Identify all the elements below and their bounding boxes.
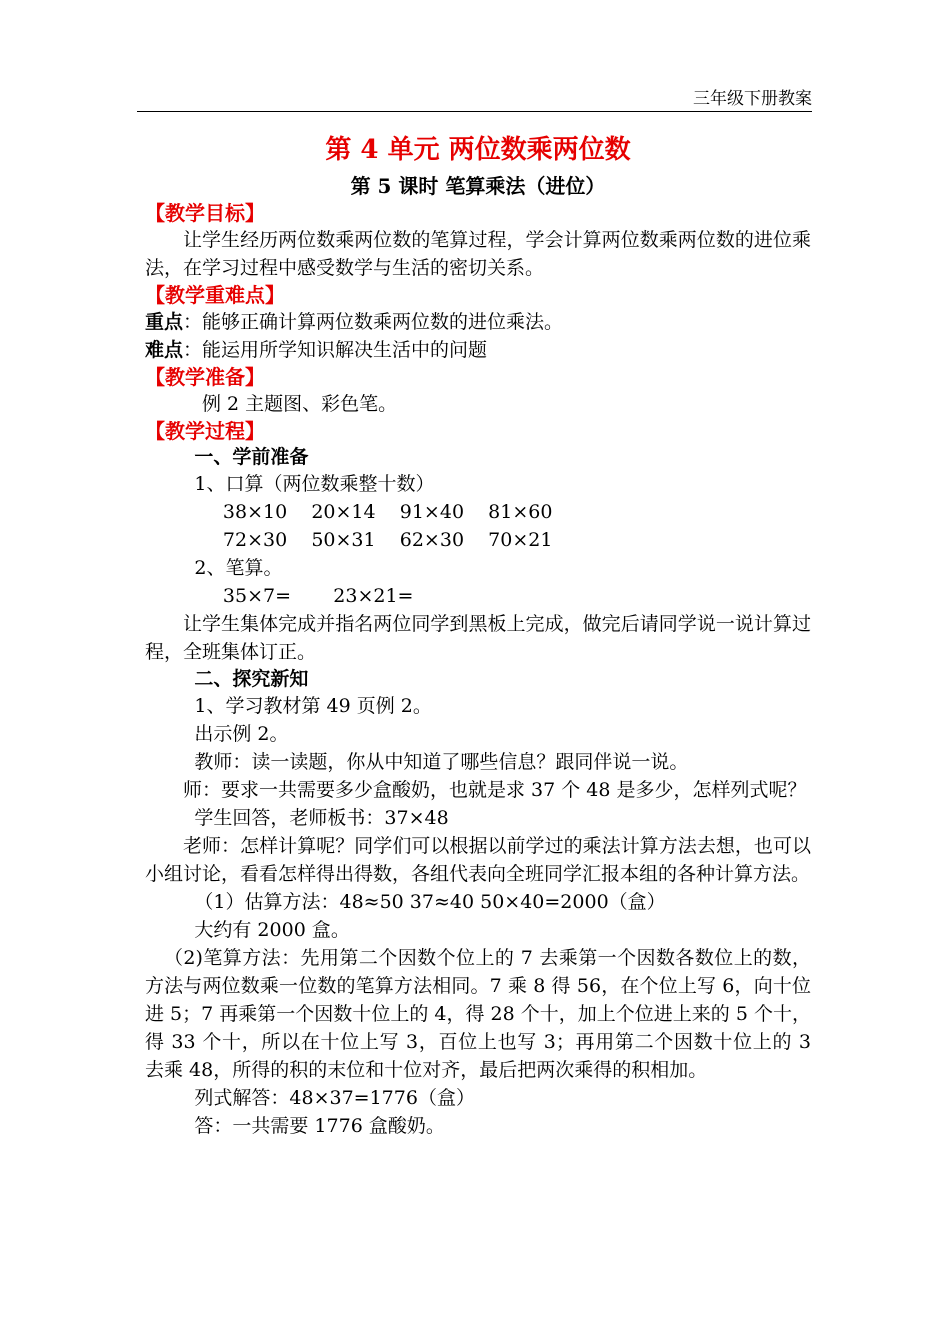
- part2-title: 二、探究新知: [194, 668, 309, 690]
- focus-label: 重点: [145, 311, 184, 333]
- part2-line1: 1、学习教材第 49 页例 2。: [194, 695, 432, 717]
- calc-row-2: 72×30 50×31 62×30 70×21: [222, 529, 553, 551]
- calc-row-1: 38×10 20×14 91×40 81×60: [222, 501, 553, 523]
- preparation-heading: 【教学准备】: [145, 365, 265, 389]
- difficulty-text: ：能运用所学知识解决生活中的问题: [183, 339, 488, 361]
- part2-line7: （1）估算方法：48≈50 37≈40 50×40=2000（盒）: [194, 891, 666, 913]
- focus-text: ：能够正确计算两位数乘两位数的进位乘法。: [183, 311, 564, 333]
- part2-line9: （2)笔算方法：先用第二个因数个位上的 7 去乘第一个因数各数位上的数，方法与两位数乘一位数的笔算方法相同。7 乘 8 得 56，在个位上写 6，向十位进 5；7 再乘第一个因数十位上的 4，得 28 个十，加上个位进上来的 5 个十，得 33 个十，所以在十位上写 3，百位上也写 3；再用第二个因数十位上的 3 去乘 48，所得的积的末位和十位对齐，最后把两次乘得的积相加。: [145, 947, 811, 1081]
- focus-line: [145, 308, 811, 336]
- part1-title: 一、学前准备: [194, 446, 309, 468]
- part2-line2: 出示例 2。: [194, 723, 289, 745]
- unit-title: 第 4 单元 两位数乘两位数: [325, 135, 631, 165]
- objectives-text: 让学生经历两位数乘两位数的笔算过程，学会计算两位数乘两位数的进位乘法，在学习过程中感受数学与生活的密切关系。: [145, 229, 811, 279]
- difficulty-line: [145, 336, 811, 364]
- process-heading: 【教学过程】: [145, 419, 265, 443]
- preparation-text: 例 2 主题图、彩色笔。: [202, 393, 398, 415]
- part2-line6: 老师：怎样计算呢？同学们可以根据以前学过的乘法计算方法去想，也可以小组讨论，看看怎样得出得数，各组代表向全班同学汇报本组的各种计算方法。: [145, 835, 811, 885]
- part2-line8: 大约有 2000 盒。: [194, 919, 350, 941]
- part2-line3: 教师：读一读题，你从中知道了哪些信息？跟同伴说一说。: [194, 751, 689, 773]
- part2-line11: 答：一共需要 1776 盒酸奶。: [194, 1115, 445, 1137]
- difficulty-label: 难点: [145, 339, 184, 361]
- part2-line5: 学生回答，老师板书：37×48: [194, 807, 449, 829]
- part1-item2: 2、笔算。: [194, 557, 283, 579]
- header-divider: [137, 111, 812, 112]
- part2-line10: 列式解答：48×37=1776（盒）: [194, 1087, 475, 1109]
- part2-line4: 师：要求一共需要多少盒酸奶，也就是求 37 个 48 是多少，怎样列式呢？: [183, 779, 807, 801]
- lesson-subtitle: 第 5 课时 笔算乘法（进位）: [350, 174, 606, 198]
- key-points-heading: 【教学重难点】: [145, 283, 285, 307]
- lesson-content: [145, 131, 811, 1140]
- part1-item1: 1、口算（两位数乘整十数）: [194, 473, 435, 495]
- header-text: 三年级下册教案: [693, 89, 812, 109]
- objectives-heading: 【教学目标】: [145, 201, 265, 225]
- part1-note: 让学生集体完成并指名两位同学到黑板上完成，做完后请同学说一说计算过程，全班集体订正。: [145, 613, 811, 663]
- calc-row-3: 35×7= 23×21=: [222, 585, 414, 607]
